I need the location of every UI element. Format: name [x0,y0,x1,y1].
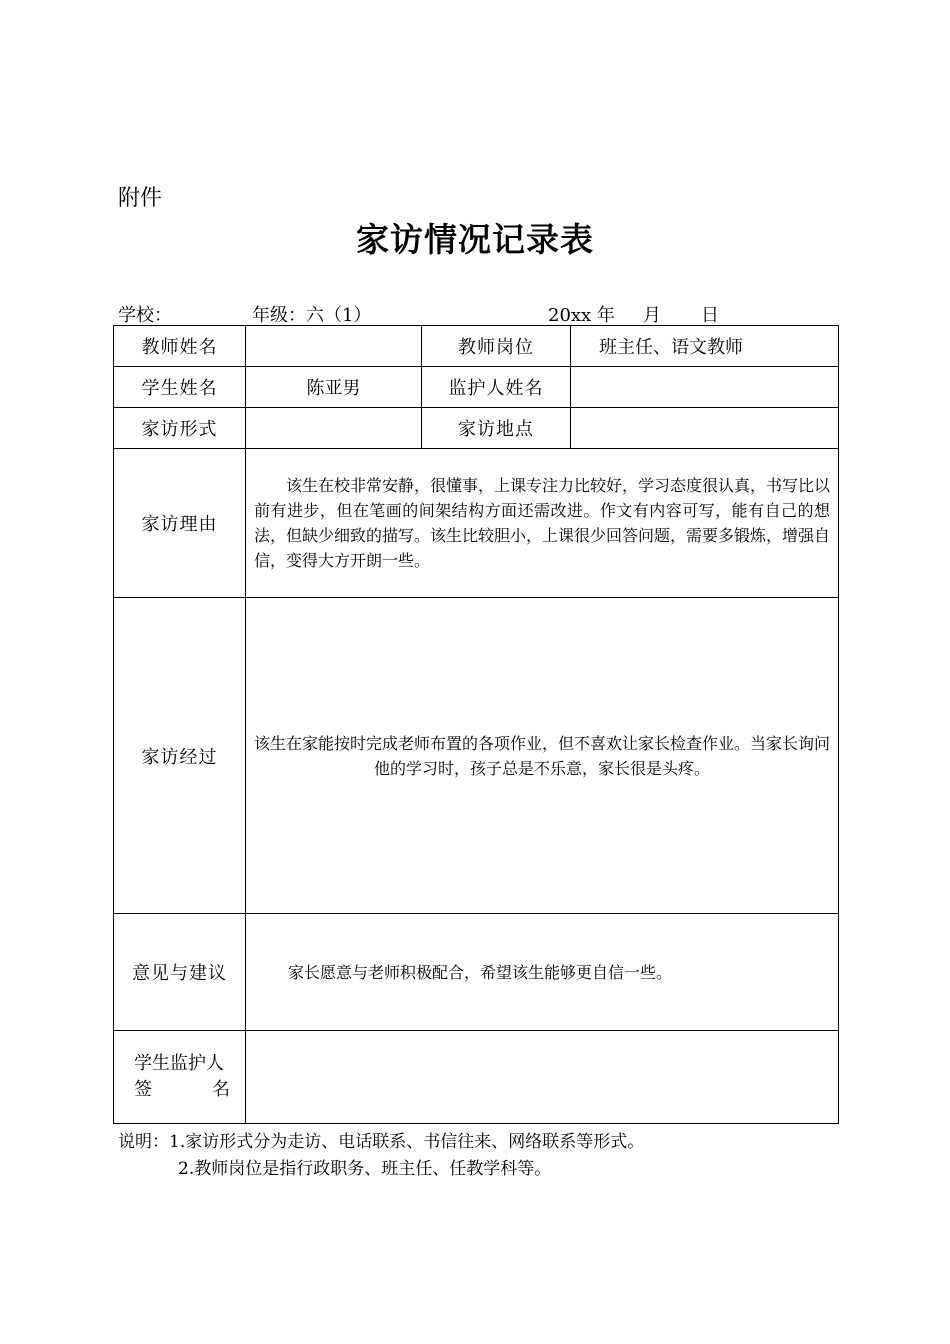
visit-place-field[interactable] [571,408,839,449]
student-name-field[interactable]: 陈亚男 [246,367,422,408]
signature-label [114,1031,246,1124]
date-month: 月 [642,305,661,326]
school-label: 学校： [118,305,172,326]
teacher-name-field[interactable] [246,326,422,367]
student-name-label: 学生姓名 [114,367,246,408]
signature-label-char2: 名 [212,1079,230,1100]
visit-form-field[interactable] [246,408,422,449]
visit-reason-label: 家访理由 [114,449,246,598]
visit-form-label: 家访形式 [114,408,246,449]
guardian-name-field[interactable] [571,367,839,408]
table-row [114,914,839,1031]
table-row [114,1031,839,1124]
page-title: 家访情况记录表 [356,220,594,259]
signature-field[interactable] [246,1031,839,1124]
table-row [114,367,839,408]
teacher-post-field[interactable]: 班主任、语文教师 [571,326,839,367]
table-row [114,598,839,914]
visit-place-label: 家访地点 [422,408,571,449]
grade-label: 年级：六（1） [252,305,372,326]
opinion-text: 家长愿意与老师积极配合，希望该生能够更自信一些。 [288,962,673,982]
visit-process-label: 家访经过 [114,598,246,914]
signature-label-line2 [134,1077,230,1103]
table-row [114,408,839,449]
teacher-post-label: 教师岗位 [422,326,571,367]
attachment-label: 附件 [118,186,163,211]
opinion-label: 意见与建议 [114,914,246,1031]
note-line-1: 说明：1.家访形式分为走访、电话联系、书信往来、网络联系等形式。 [118,1132,645,1152]
guardian-name-label: 监护人姓名 [422,367,571,408]
opinion-cell[interactable] [246,914,839,1031]
notes [118,1129,644,1183]
date-day: 日 [700,305,719,326]
table-row [114,449,839,598]
visit-process-cell[interactable] [246,598,839,914]
visit-process-text: 该生在家能按时完成老师布置的各项作业，但不喜欢让家长检查作业。当家长询问他的学习时，孩子总是不乐意，家长很是头疼。 [254,733,831,778]
signature-label-char1: 签 [134,1079,152,1100]
visit-reason-cell[interactable] [246,449,839,598]
date-year: 20xx 年 [548,305,615,326]
signature-label-line1: 学生监护人 [134,1053,224,1074]
note-line-2: 2.教师岗位是指行政职务、班主任、任教学科等。 [178,1159,552,1179]
date-line [548,301,719,327]
table-row [114,326,839,367]
home-visit-record-table [113,325,839,1124]
visit-reason-text: 该生在校非常安静，很懂事，上课专注力比较好，学习态度很认真，书写比以前有进步，但在笔画的间架结构方面还需改进。作文有内容可写，能有自己的想法，但缺少细致的描写。该生比较胆小，上课很少回答问题，需要多锻炼，增强自信，变得大方开朗一些。 [254,476,831,570]
teacher-name-label: 教师姓名 [114,326,246,367]
